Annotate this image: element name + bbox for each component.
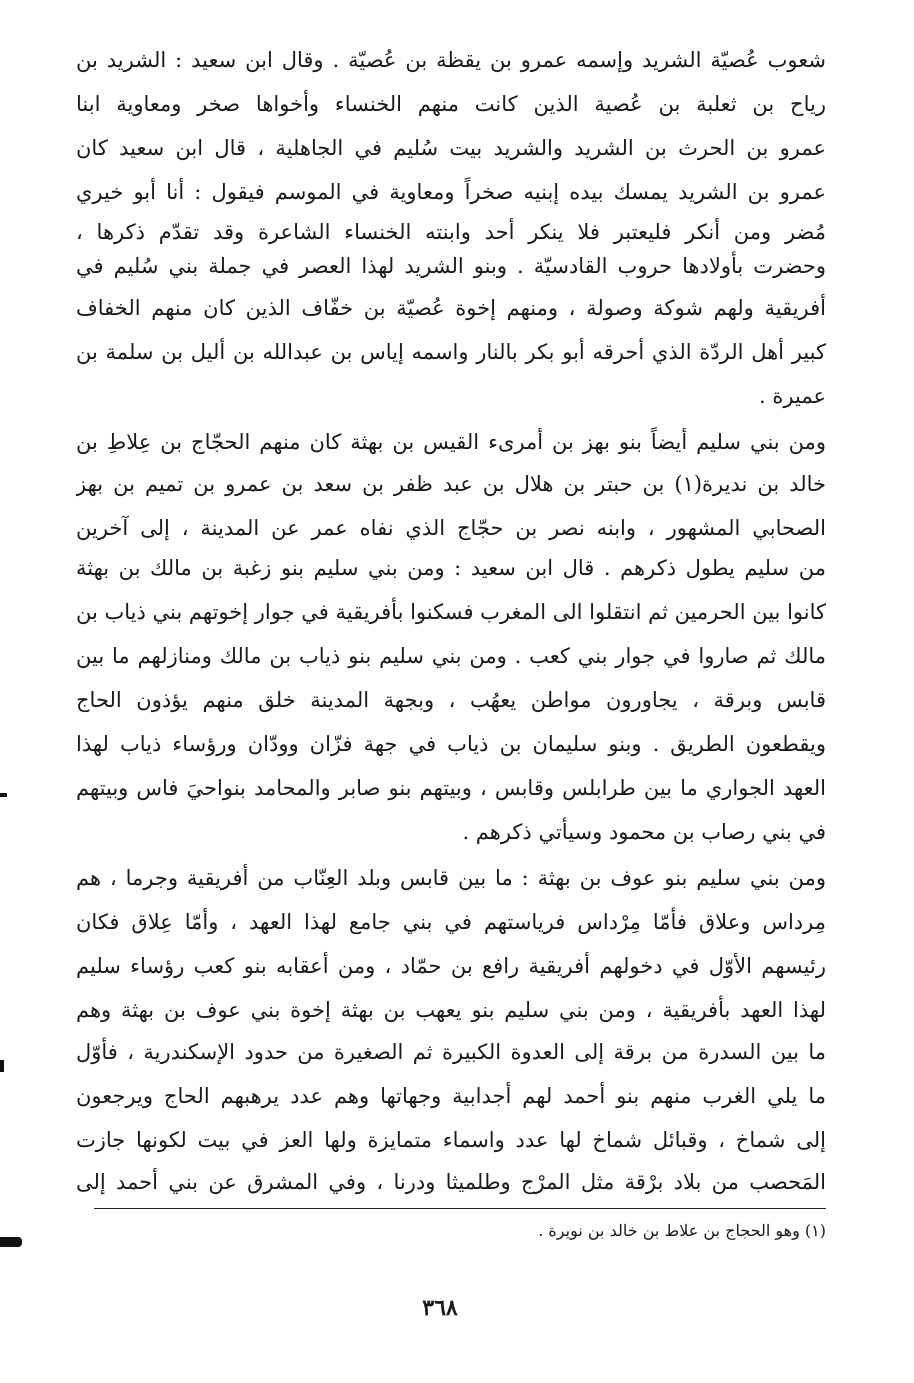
body-line: كبير أهل الردّة الذي أحرقه أبو بكر بالنار واسمه إياس بن عبدالله بن أليل بن سلمة بن bbox=[76, 340, 826, 364]
body-line: العهد الجواري ما بين طرابلس وقابس ، وبيتهم بنو صابر والمحامد بنواحيَ فاس وبيتهم bbox=[76, 776, 826, 800]
body-line: ويقطعون الطريق . وبنو سليمان بن ذياب في جهة فزّان وودّان ورؤساء ذياب لهذا bbox=[76, 732, 826, 756]
scan-artifact bbox=[0, 1237, 22, 1247]
body-line: مالك ثم صاروا في جوار بني كعب . ومن بني سليم بنو ذياب بن مالك ومنازلهم ما بين bbox=[76, 644, 826, 668]
body-line: عمرو بن الحرث بن الشريد والشريد بيت سُليم في الجاهلية ، قال ابن سعيد كان bbox=[76, 136, 826, 160]
body-line: مِرداس وعلاق فأمّا مِرْداس فرياستهم في بني جامع لهذا العهد ، وأمّا عِلاق فكان bbox=[76, 910, 826, 934]
body-line: ما يلي الغرب منهم بنو أحمد لهم أجدابية وجهاتها وهم عدد يرهبهم الحاج ويرجعون bbox=[76, 1084, 826, 1108]
body-line: أفريقية ولهم شوكة وصولة ، ومنهم إخوة عُصيّة بن خفّاف الذين كان منهم الخفاف bbox=[76, 296, 826, 320]
footnote-separator bbox=[94, 1208, 826, 1209]
body-line: شعوب عُصيّة الشريد وإسمه عمرو بن يقظة بن عُصيّة . وقال ابن سعيد : الشريد بن bbox=[76, 48, 826, 72]
body-line: لهذا العهد بأفريقية ، ومن بني سليم بنو يعهب بن بهثة إخوة بني عوف بن بهثة وهم bbox=[76, 998, 826, 1022]
body-line: من سليم يطول ذكرهم . قال ابن سعيد : ومن بني سليم بنو زغبة بن مالك بن بهثة bbox=[76, 556, 826, 580]
body-line: عميرة . bbox=[759, 384, 826, 408]
page-number: ٣٦٨ bbox=[422, 1295, 458, 1321]
body-line: وحضرت بأولادها حروب القادسيّة . وبنو الشريد لهذا العصر في جملة بني سُليم في bbox=[76, 254, 826, 278]
body-line: قابس وبرقة ، يجاورون مواطن يعهُب ، وبجهة المدينة خلق منهم يؤذون الحاج bbox=[76, 688, 826, 712]
body-line: إلى شماخ ، وقبائل شماخ لها عدد واسماء متمايزة ولها العز في بيت لكونها جازت bbox=[76, 1128, 826, 1152]
body-line: الصحابي المشهور ، وابنه نصر بن حجّاج الذي نفاه عمر عن المدينة ، إلى آخرين bbox=[76, 516, 826, 540]
body-line: كانوا بين الحرمين ثم انتقلوا الى المغرب فسكنوا بأفريقية في جوار إخوتهم بني ذياب بن bbox=[76, 600, 826, 624]
body-line: ومن بني سليم أيضاً بنو بهز بن أمرىء القيس بن بهثة كان منهم الحجّاج بن عِلاطِ بن bbox=[76, 430, 826, 454]
body-line: ومن بني سليم بنو عوف بن بهثة : ما بين قابس وبلد العِنّاب من أفريقية وجرما ، هم bbox=[76, 866, 826, 890]
body-line: رئيسهم الأوّل في دخولهم أفريقية رافع بن حمّاد ، ومن أعقابه بنو كعب رؤساء سليم bbox=[76, 954, 826, 978]
scan-artifact bbox=[0, 1060, 4, 1072]
footnote: (١) وهو الحجاج بن علاط بن خالد بن نويرة . bbox=[538, 1221, 826, 1240]
body-line: رياح بن ثعلبة بن عُصية الذين كانت منهم الخنساء وأخواها صخر ومعاوية ابنا bbox=[76, 92, 826, 116]
body-line: خالد بن نديرة(١) بن حبتر بن هلال بن عبد ظفر بن سعد بن عمرو بن تميم بن بهز bbox=[76, 472, 826, 496]
scan-artifact bbox=[0, 793, 7, 797]
body-line: مُضر ومن أنكر فليعتبر فلا ينكر أحد وابنته الخنساء الشاعرة وقد تقدّم ذكرها ، bbox=[76, 220, 826, 244]
body-line: ما بين السدرة من برقة إلى العدوة الكبيرة ثم الصغيرة من حدود الإسكندرية ، فأوّل bbox=[76, 1040, 826, 1064]
body-line: عمرو بن الشريد يمسك بيده إبنيه صخراً ومعاوية في الموسم فيقول : أنا أبو خيري bbox=[76, 180, 826, 204]
body-line: المَحصب من بلاد برْقة مثل المرْج وطلميثا ودرنا ، وفي المشرق عن بني أحمد إلى bbox=[76, 1170, 826, 1194]
body-line: في بني رصاب بن محمود وسيأتي ذكرهم . bbox=[462, 820, 826, 844]
